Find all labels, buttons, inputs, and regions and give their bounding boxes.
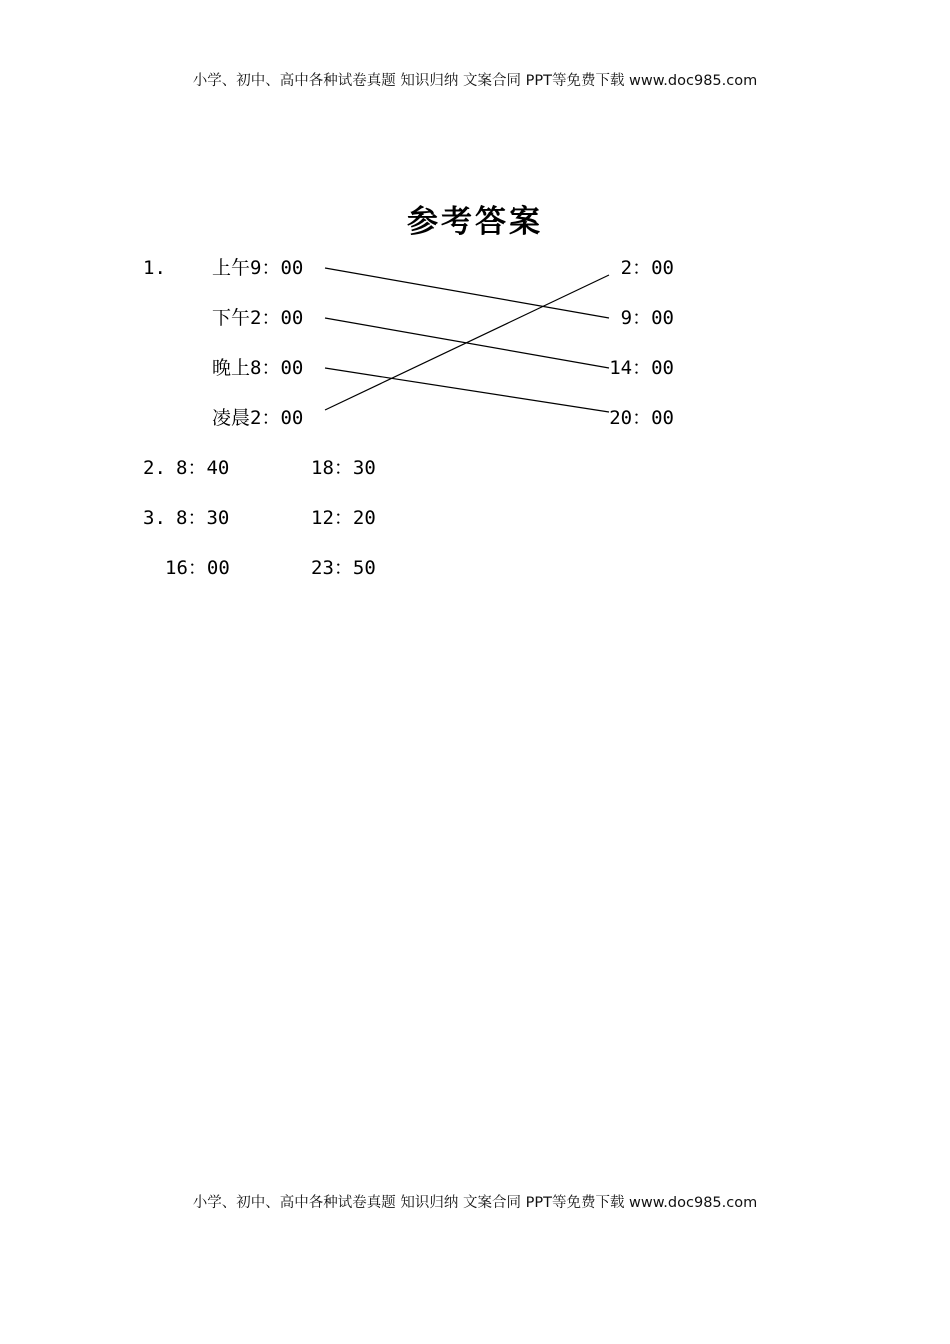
q1-left-item-4: 凌晨2：00 xyxy=(212,407,304,429)
page-footer: 小学、初中、高中各种试卷真题 知识归纳 文案合同 PPT等免费下载 www.doc985.com xyxy=(192,1195,758,1211)
q1-left-item-1: 上午9：00 xyxy=(212,257,304,279)
q1-right-item-3: 14：00 xyxy=(609,357,674,379)
q2-number: 2. xyxy=(143,457,166,479)
page-title: 参考答案 xyxy=(407,204,543,240)
page-header: 小学、初中、高中各种试卷真题 知识归纳 文案合同 PPT等免费下载 www.doc985.com xyxy=(192,73,758,89)
match-line-1 xyxy=(325,268,609,318)
q2-answer-2: 18：30 xyxy=(311,457,376,479)
q3-answer-2: 12：20 xyxy=(311,507,376,529)
q1-left-item-2: 下午2：00 xyxy=(212,307,304,329)
q3-number: 3. xyxy=(143,507,166,529)
q1-right-item-2: 9：00 xyxy=(620,307,674,329)
q1-number: 1. xyxy=(143,257,166,279)
q2-answer-1: 8：40 xyxy=(176,457,230,479)
q1-right-item-1: 2：00 xyxy=(620,257,674,279)
q3-answer-4: 23：50 xyxy=(311,557,376,579)
q3-answer-3: 16：00 xyxy=(165,557,230,579)
q3-answer-1: 8：30 xyxy=(176,507,230,529)
q1-right-item-4: 20：00 xyxy=(609,407,674,429)
q1-left-item-3: 晚上8：00 xyxy=(212,357,304,379)
